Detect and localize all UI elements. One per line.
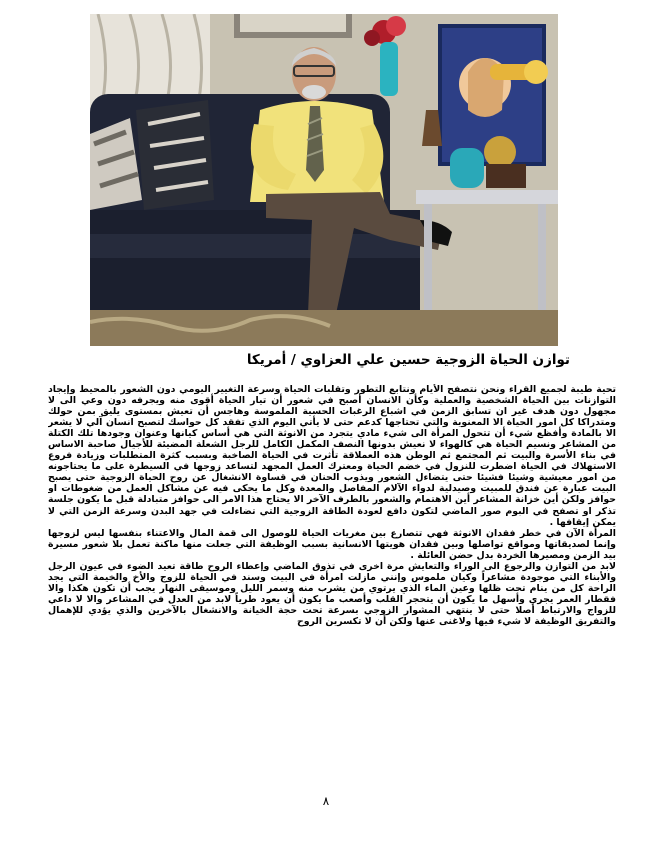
article-paragraph: تحية طيبة لجميع القراء ونحن نتصفح الأيام ونتابع التطور وتقلبات الحياة وسرعة التغيير اليومي دون الشعور بالمحيط وإيجاد التوازنات بين الحياة الشخصية والعملية وكأن الانسان أصبح في شعور أن تيار الحياة أقوى منه ويجرفه دون وعي الى لا مجهول دون هدف غير ان تسابق الزمن في اشباع الرغبات الحسية الملموسة وهاجس أن تعيش بمستوى يليق بمن حولك ومتدراكا كل امور الحياة الا المعنوية والتي تحتاجها كدعم حتى لا يأتي اليوم الذي تفقد كل حواسك لتصبح انسان آلي لا يشعر الا بالمادة وأفظع شيء أن تتحول المرأة الى شيء مادي يتجرد من الانوثة التي هي أساس كيانها وعنوان وجودها تلك الكتلة من المشاعر ونسيم الحياة هي كالهواء لا نعيش بدونها النصف المكمل الكامل للرجل الشعلة المضيئة للأجيال صاحبة الاساس في بناء الأسرة والبيت ثم المجتمع ثم الوطن هذه العملاقة تأثرت في الحياة الصاخبة وبسبب كثرة المتطلبات وزيادة فروع الاستهلاك في الحياة اضطرت للنزول في خضم الحياة ومعترك العمل المجهد لتساعد زوجها في السيطرة على ما يحتاجونه من امور معيشية وشيئا فشيئا حتى يتضاءل الشعور ويذوب الحنان في قساوة الانشغال عن روح الحياة الزوجية حتى يصبح البيت عبارة عن فندق للمبيت وصيدلية لدواء الآلام المفاصل والمعدة وكل ما يحكى فيه عن مشاكل العمل من ضغوطات او حوافز ولكن أين خزانة المشاعر أين الاهتمام والشعور بالطرف الآخر الا يحتاج هذا الامر الى حوافز متبادلة قبل ما يكون جلسة تذكر او تصفح في البوم صور الماضي لتكون دافع لعودة الطاقة الزوجية التي تضاءلت في جهد البدن وسرعة الزمن التي لا يمكن إيقافها . — [48, 384, 616, 528]
article-title: توازن الحياة الزوجية حسين علي العزاوي / أمريكا — [246, 352, 570, 368]
author-photo — [90, 14, 558, 346]
article-paragraph: لابد من التوازن والرجوع الى الوراء والتعايش مرة اخرى في تذوق الماضي وإعطاء الروح طاقة تعيد الضوء في عيون الرجل والأبناء التي موجودة مشاعراً وكيان ملموس وإنني مازلت امرأة في البيت وسند في الحياة للزوج والأخ والخيمة التي يجد الراحة كل من ينام تحت ظلها وعين الماء الذي يرتوي من يشرب منه وسمر الليل وموسيقى النهار يجب أن تكون هكذا والا فقطار العمر يجري وأسهل ما يكون أن يتحجر القلب وأصعب ما يكون أن يعود طرياً لابد من العدل في المشاعر والا لا داعي للزواج والارتباط أصلا حتى لا ينتهي المشوار الزوجي بسرعة تحت حجة الخيانة والانشغال بالآخرين والذي يؤدي للإهمال والتفريق الوظيفة لا شيء فيها ولاغنى عنها ولكن أن لا تكسرين الروح — [48, 560, 616, 627]
author-photo-graphic — [90, 14, 558, 346]
page-number: ٨ — [322, 794, 330, 808]
article-paragraph: المرأة الآن في خطر فقدان الانوثة فهي تتصارع بين مغريات الحياة للوصول الى قمة المال والاعتناء بنفسها ليس لزوجها وإنما لصديقاتها ومواقع تواصلها وبين فقدان هويتها الانسانية بسبب الوظيفة التي جعلت منها ماكنة تعمل بلا شعور مسيرة بيد الزمن ومصيرها الخردة بدل حضن العائلة . — [48, 527, 616, 561]
article-body — [48, 384, 616, 740]
